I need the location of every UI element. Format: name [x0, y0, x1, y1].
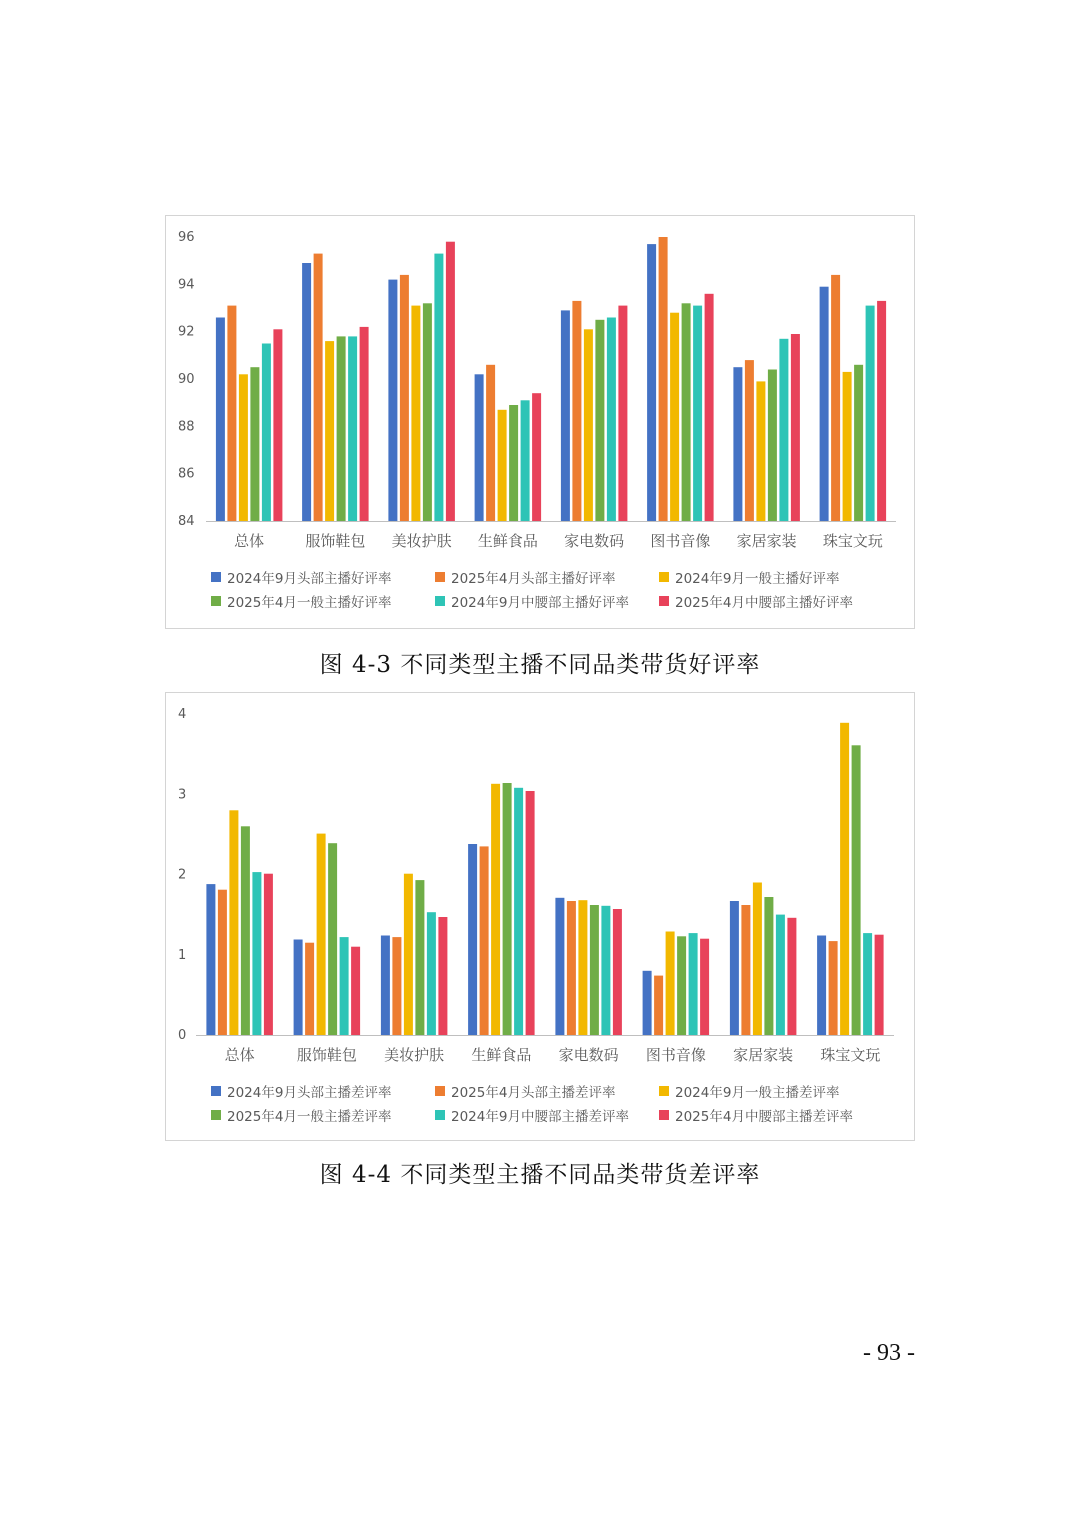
- bar: [415, 880, 424, 1035]
- bar: [392, 937, 401, 1035]
- bar: [561, 310, 570, 521]
- bar: [411, 306, 420, 521]
- bar: [654, 976, 663, 1035]
- y-tick-label: 4: [178, 707, 187, 722]
- page-number: - 93 -: [863, 1340, 915, 1366]
- bar: [241, 826, 250, 1035]
- legend-swatch: [211, 1110, 221, 1120]
- bar: [381, 936, 390, 1036]
- bar: [337, 336, 346, 521]
- bar: [262, 344, 271, 522]
- legend-label: 2025年4月一般主播差评率: [227, 1109, 392, 1125]
- bar: [584, 329, 593, 521]
- y-tick-label: 94: [178, 277, 195, 293]
- bar: [486, 365, 495, 521]
- bar: [521, 400, 530, 521]
- bar: [348, 336, 357, 521]
- legend-item: [211, 1082, 435, 1100]
- bar: [325, 341, 334, 521]
- x-tick-label: 图书音像: [645, 1046, 706, 1064]
- bar: [756, 381, 765, 521]
- legend-label: 2025年4月头部主播差评率: [451, 1085, 616, 1101]
- bar: [206, 884, 215, 1035]
- legend-swatch: [435, 1086, 445, 1096]
- x-tick-label: 美妆护肤: [384, 1046, 445, 1064]
- bar: [666, 932, 675, 1036]
- bar: [875, 935, 884, 1035]
- y-tick-label: 88: [178, 419, 195, 435]
- legend-item: [435, 592, 659, 610]
- legend-swatch: [211, 1086, 221, 1096]
- legend-item: [435, 568, 659, 586]
- bar: [768, 370, 777, 522]
- bar: [252, 872, 261, 1035]
- legend-label: 2024年9月头部主播差评率: [227, 1085, 392, 1101]
- bar: [831, 275, 840, 521]
- bar: [843, 372, 852, 521]
- bar: [787, 918, 796, 1035]
- x-tick-label: 服饰鞋包: [296, 1046, 357, 1064]
- bad-rate-chart-plot: [166, 693, 916, 1073]
- y-tick-label: 84: [178, 514, 195, 529]
- legend-swatch: [659, 572, 669, 582]
- bar: [689, 933, 698, 1035]
- bar: [693, 306, 702, 521]
- legend-swatch: [659, 1086, 669, 1096]
- bar: [302, 263, 311, 521]
- bar: [753, 883, 762, 1036]
- x-tick-label: 图书音像: [650, 532, 711, 550]
- legend-label: 2025年4月中腰部主播差评率: [675, 1109, 853, 1125]
- y-tick-label: 3: [178, 787, 187, 803]
- y-tick-label: 90: [178, 372, 195, 387]
- bar: [250, 367, 259, 521]
- legend-swatch: [435, 572, 445, 582]
- x-tick-label: 生鲜食品: [477, 532, 538, 550]
- bar: [229, 810, 238, 1035]
- bar: [601, 906, 610, 1035]
- x-tick-label: 家居家装: [733, 1046, 794, 1064]
- bar: [351, 947, 360, 1035]
- bar: [791, 334, 800, 521]
- bar: [854, 365, 863, 521]
- legend-item: [659, 568, 901, 586]
- bar: [820, 287, 829, 521]
- good-rate-chart: [165, 215, 915, 629]
- bar: [643, 971, 652, 1035]
- bar: [647, 244, 656, 521]
- y-tick-label: 1: [178, 947, 187, 963]
- legend-item: [211, 1106, 435, 1124]
- legend-swatch: [435, 596, 445, 606]
- bar: [294, 940, 303, 1036]
- x-tick-label: 家电数码: [564, 532, 625, 550]
- x-tick-label: 服饰鞋包: [305, 532, 366, 550]
- bar: [572, 301, 581, 521]
- x-tick-label: 珠宝文玩: [822, 532, 883, 550]
- bar: [314, 254, 323, 521]
- bar: [555, 898, 564, 1035]
- bar: [400, 275, 409, 521]
- bar: [863, 933, 872, 1035]
- bar: [328, 843, 337, 1035]
- bar: [764, 897, 773, 1035]
- bar: [475, 374, 484, 521]
- x-tick-label: 总体: [224, 1046, 255, 1064]
- bad-rate-chart-legend: [211, 1082, 901, 1124]
- bar: [607, 318, 616, 522]
- y-tick-label: 0: [178, 1028, 187, 1043]
- bar: [866, 306, 875, 521]
- legend-swatch: [211, 596, 221, 606]
- bar: [509, 405, 518, 521]
- legend-item: [659, 1082, 901, 1100]
- legend-label: 2025年4月中腰部主播好评率: [675, 595, 853, 611]
- legend-swatch: [211, 572, 221, 582]
- bar: [227, 306, 236, 521]
- bar: [264, 874, 273, 1035]
- figure-caption-4-3: 图 4-3 不同类型主播不同品类带货好评率: [319, 652, 761, 678]
- legend-label: 2024年9月中腰部主播好评率: [451, 595, 629, 611]
- legend-item: [659, 1106, 901, 1124]
- bad-rate-chart: [165, 692, 915, 1141]
- y-tick-label: 86: [178, 466, 195, 482]
- bar: [578, 900, 587, 1035]
- bar: [779, 339, 788, 521]
- bar: [427, 912, 436, 1035]
- bar: [491, 784, 500, 1035]
- bar: [840, 723, 849, 1035]
- bar: [273, 329, 282, 521]
- bar: [670, 313, 679, 521]
- bar: [590, 905, 599, 1035]
- bar: [468, 844, 477, 1035]
- legend-swatch: [659, 596, 669, 606]
- y-tick-label: 96: [178, 230, 195, 245]
- legend-label: 2024年9月一般主播差评率: [675, 1085, 840, 1101]
- figure-caption-4-4: 图 4-4 不同类型主播不同品类带货差评率: [319, 1162, 761, 1188]
- bar: [595, 320, 604, 521]
- legend-label: 2025年4月头部主播好评率: [451, 571, 616, 587]
- bar: [480, 846, 489, 1035]
- bar: [532, 393, 541, 521]
- y-tick-label: 2: [178, 867, 187, 883]
- x-tick-label: 生鲜食品: [471, 1046, 532, 1064]
- legend-label: 2024年9月头部主播好评率: [227, 571, 392, 587]
- bar: [340, 937, 349, 1035]
- bar: [618, 306, 627, 521]
- bar: [567, 901, 576, 1035]
- bar: [239, 374, 248, 521]
- bar: [745, 360, 754, 521]
- bar: [218, 890, 227, 1035]
- bar: [423, 303, 432, 521]
- bar: [659, 237, 668, 521]
- bar: [677, 936, 686, 1035]
- legend-swatch: [435, 1110, 445, 1120]
- bar: [613, 909, 622, 1035]
- bar: [682, 303, 691, 521]
- x-tick-label: 美妆护肤: [391, 532, 452, 550]
- bar: [817, 936, 826, 1036]
- x-tick-label: 珠宝文玩: [820, 1046, 881, 1064]
- bar: [434, 254, 443, 521]
- legend-label: 2024年9月一般主播好评率: [675, 571, 840, 587]
- legend-item: [435, 1082, 659, 1100]
- bar: [733, 367, 742, 521]
- legend-item: [211, 592, 435, 610]
- x-tick-label: 总体: [234, 532, 265, 550]
- y-tick-label: 92: [178, 324, 195, 340]
- x-tick-label: 家居家装: [736, 532, 797, 550]
- good-rate-chart-plot: [166, 216, 916, 561]
- x-tick-label: 家电数码: [558, 1046, 619, 1064]
- bar: [741, 905, 750, 1035]
- bar: [776, 915, 785, 1035]
- bar: [305, 943, 314, 1035]
- bar: [700, 939, 709, 1035]
- bar: [877, 301, 886, 521]
- bar: [216, 318, 225, 522]
- bar: [360, 327, 369, 521]
- legend-label: 2024年9月中腰部主播差评率: [451, 1109, 629, 1125]
- bar: [388, 280, 397, 521]
- bar: [503, 783, 512, 1035]
- bar: [446, 242, 455, 521]
- bar: [514, 788, 523, 1035]
- bar: [526, 791, 535, 1035]
- legend-item: [211, 568, 435, 586]
- legend-swatch: [659, 1110, 669, 1120]
- legend-item: [659, 592, 901, 610]
- bar: [730, 901, 739, 1035]
- bar: [438, 917, 447, 1035]
- legend-item: [435, 1106, 659, 1124]
- bar: [404, 874, 413, 1035]
- good-rate-chart-legend: [211, 568, 901, 610]
- bar: [498, 410, 507, 521]
- bar: [852, 745, 861, 1035]
- bar: [829, 941, 838, 1035]
- legend-label: 2025年4月一般主播好评率: [227, 595, 392, 611]
- bar: [705, 294, 714, 521]
- bar: [317, 834, 326, 1035]
